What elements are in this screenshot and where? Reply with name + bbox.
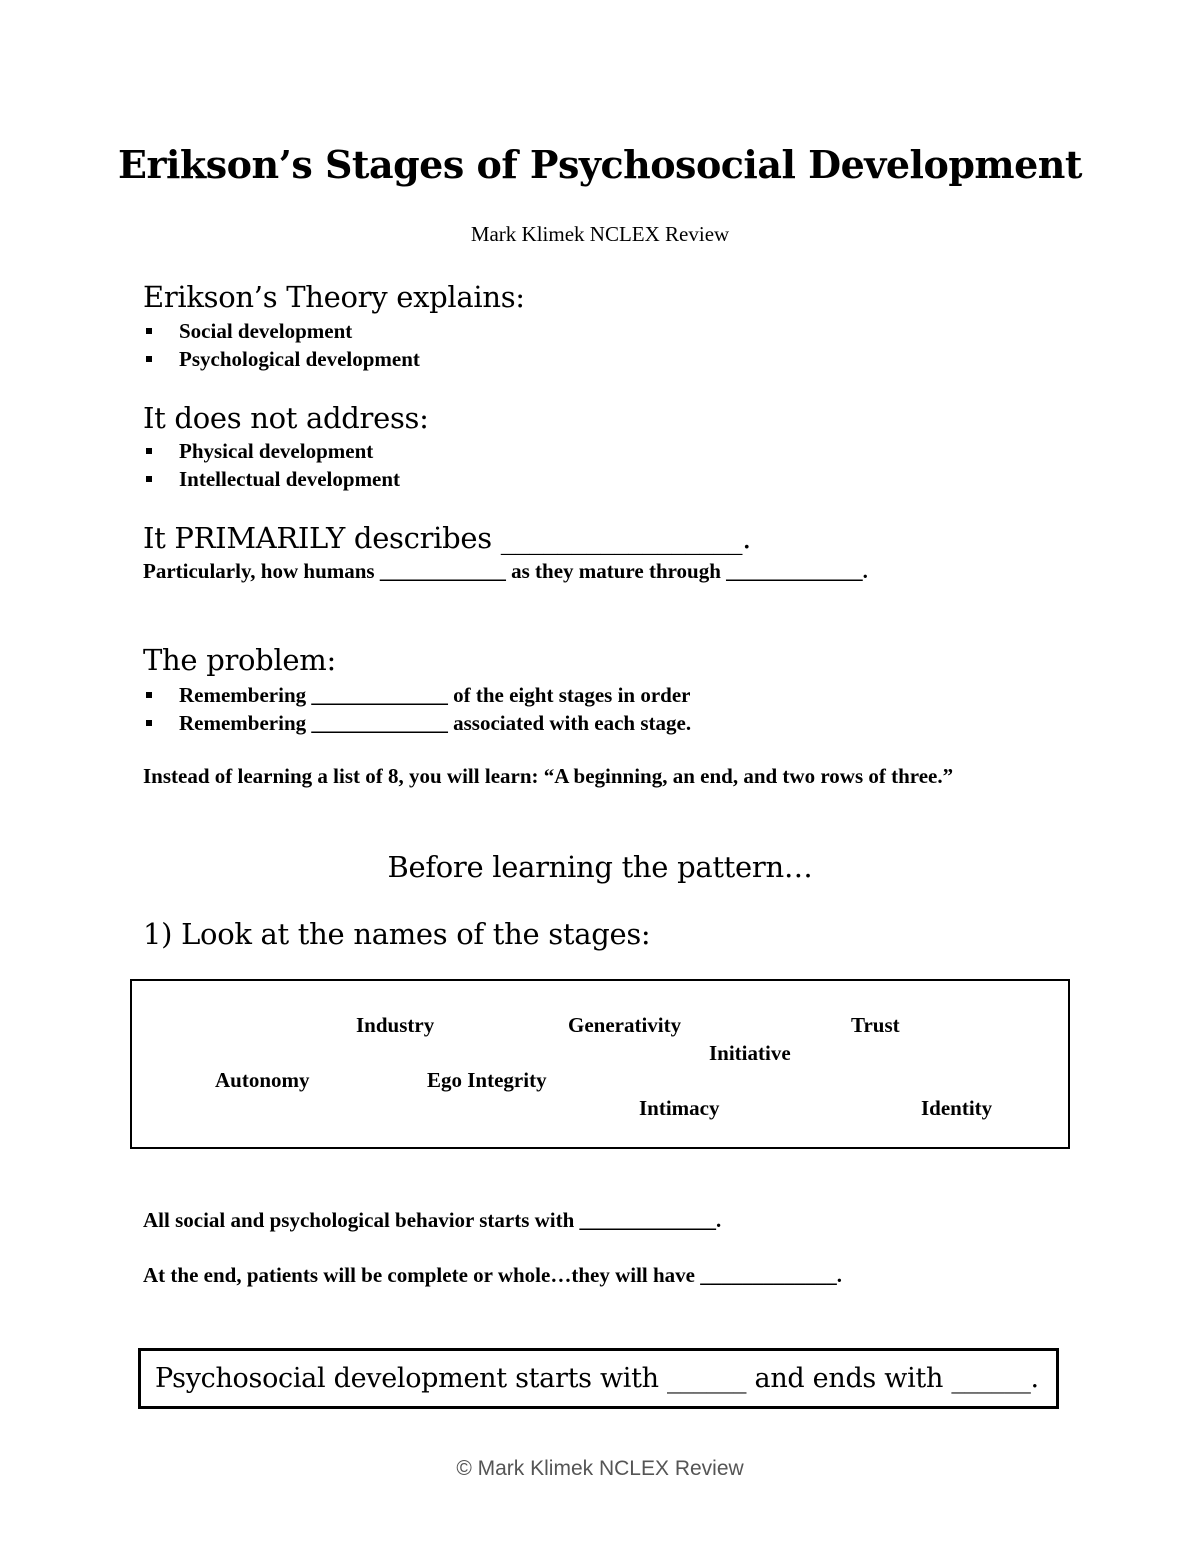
stage-trust: Trust	[851, 1013, 900, 1037]
list-item: Remembering _____________ of the eight stages in order	[143, 681, 691, 709]
stage-industry: Industry	[356, 1013, 435, 1037]
list-item: Physical development	[143, 437, 400, 465]
stage-generativity: Generativity	[568, 1013, 682, 1037]
stage-intimacy: Intimacy	[639, 1096, 720, 1120]
bullet-icon	[146, 356, 152, 362]
step1-heading: 1) Look at the names of the stages:	[143, 917, 651, 951]
not-address-list	[143, 437, 400, 493]
bullet-icon	[146, 476, 152, 482]
before-heading: Before learning the pattern…	[387, 850, 813, 884]
subtitle: Mark Klimek NCLEX Review	[470, 222, 730, 246]
bullet-icon	[146, 328, 152, 334]
stage-autonomy: Autonomy	[215, 1068, 310, 1092]
page-title: Erikson’s Stages of Psychosocial Development	[118, 142, 1082, 187]
starts-line: All social and psychological behavior starts with _____________.	[143, 1208, 722, 1232]
primarily-heading: It PRIMARILY describes _________________.	[143, 521, 752, 555]
not-address-heading: It does not address:	[143, 401, 429, 435]
stage-initiative: Initiative	[709, 1041, 791, 1065]
bullet-icon	[146, 692, 152, 698]
summary-box: Psychosocial development starts with ______ and ends with ______.	[138, 1348, 1059, 1409]
list-item: Remembering _____________ associated with each stage.	[143, 709, 691, 737]
list-item: Social development	[143, 317, 420, 345]
primarily-line: Particularly, how humans ____________ as they mature through _____________.	[143, 559, 868, 583]
problem-list	[143, 681, 691, 737]
stage-identity: Identity	[921, 1096, 993, 1120]
end-line: At the end, patients will be complete or whole…they will have _____________.	[143, 1263, 842, 1287]
list-item: Intellectual development	[143, 465, 400, 493]
stage-ego-integrity: Ego Integrity	[427, 1068, 547, 1092]
bullet-icon	[146, 720, 152, 726]
list-item: Psychological development	[143, 345, 420, 373]
problem-heading: The problem:	[143, 643, 336, 677]
footer-copyright: © Mark Klimek NCLEX Review	[456, 1457, 744, 1480]
bullet-icon	[146, 448, 152, 454]
theory-heading: Erikson’s Theory explains:	[143, 280, 525, 314]
instead-line: Instead of learning a list of 8, you will learn: “A beginning, an end, and two rows of three.”	[143, 764, 954, 788]
stages-box	[130, 979, 1070, 1149]
theory-list	[143, 317, 420, 373]
